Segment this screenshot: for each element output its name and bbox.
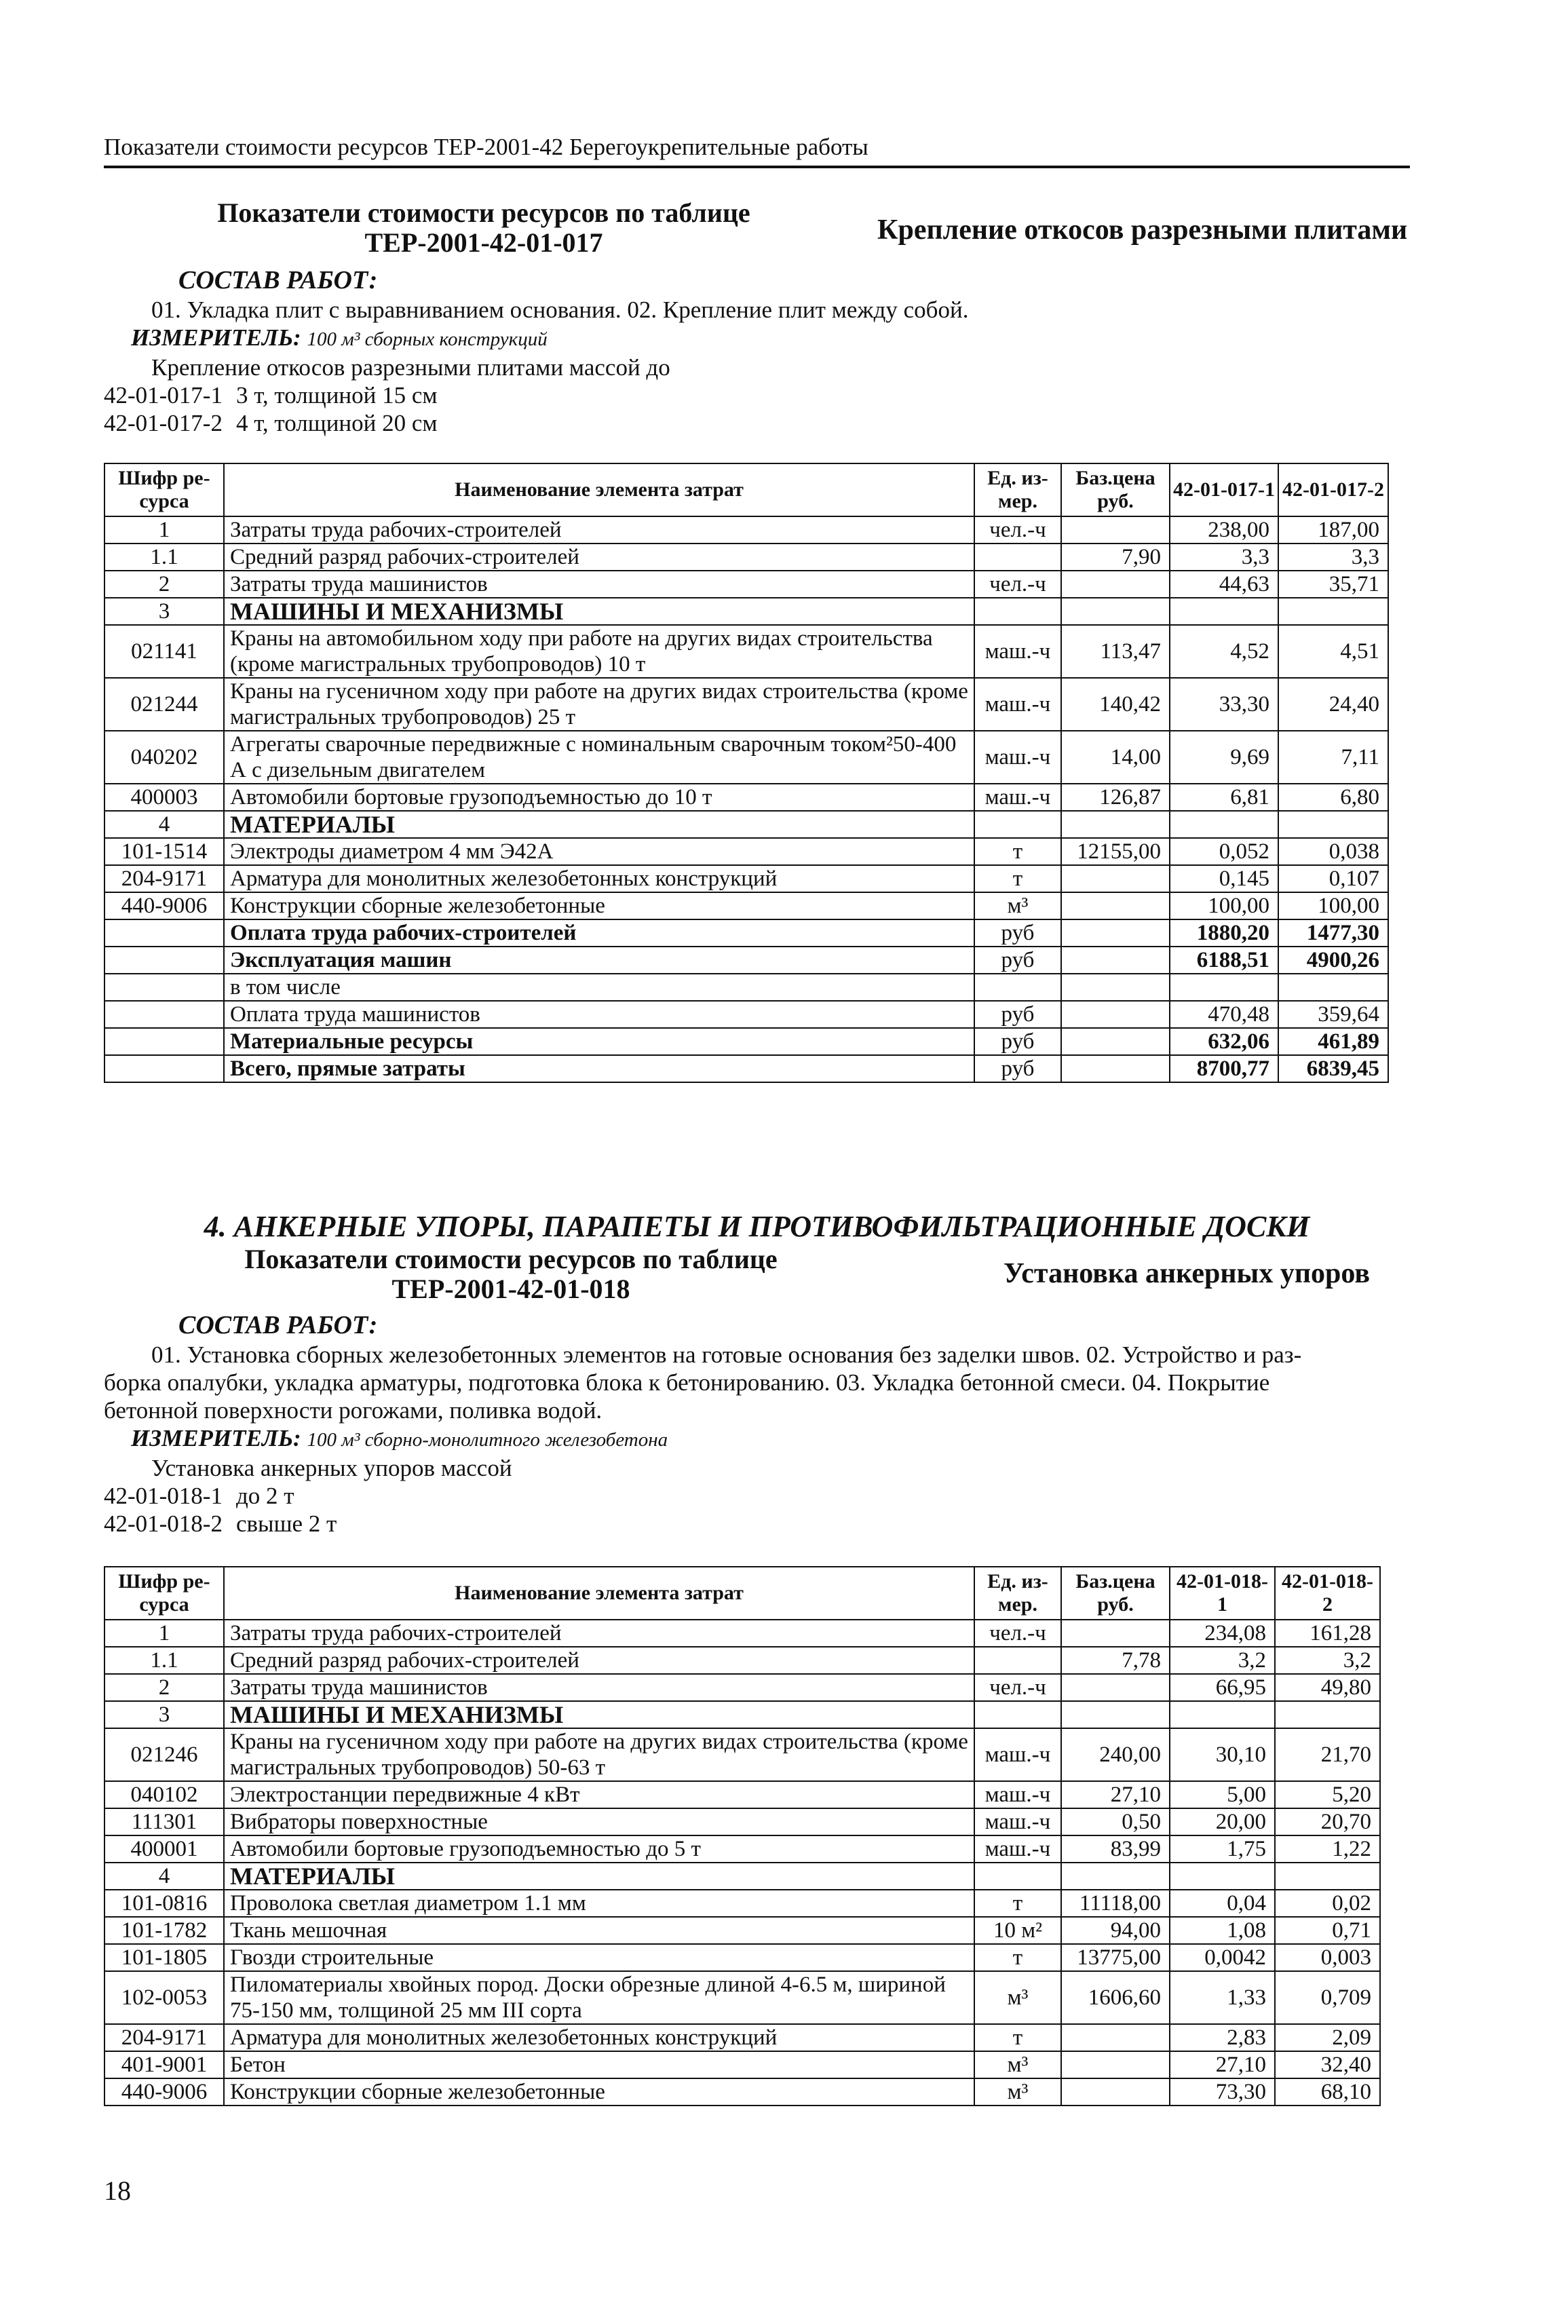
- cell-value-1: 4,52: [1170, 625, 1278, 678]
- cell-unit: т: [974, 865, 1061, 892]
- col-name-header: Наименование элемента затрат: [224, 1567, 974, 1620]
- cell-name: Эксплуатация машин: [224, 947, 974, 974]
- cell-code: 401-9001: [104, 2051, 224, 2078]
- cell-name: Затраты труда рабочих-строителей: [224, 1620, 974, 1647]
- cell-name: Автомобили бортовые грузоподъемностью до 5 т: [224, 1835, 974, 1863]
- cell-unit: маш.-ч: [974, 1835, 1061, 1863]
- cell-base-price: 12155,00: [1061, 838, 1170, 865]
- cell-base-price: [1061, 2024, 1170, 2051]
- table-row: [104, 1863, 1380, 1890]
- cell-name: Краны на гусеничном ходу при работе на других видах строительства (кроме магистральных трубопроводов) 25 т: [224, 678, 974, 731]
- cell-unit: [974, 598, 1061, 625]
- cell-value-2: 0,71: [1275, 1917, 1380, 1944]
- col-price-header: Баз.цена руб.: [1061, 1567, 1170, 1620]
- cell-code: 400003: [104, 784, 224, 811]
- cell-unit: чел.-ч: [974, 571, 1061, 598]
- cell-base-price: [1061, 919, 1170, 947]
- cell-value-2: 2,09: [1275, 2024, 1380, 2051]
- composition-line: бетонной поверхности рогожами, поливка водой.: [104, 1397, 603, 1424]
- cell-code: 3: [104, 598, 224, 625]
- cell-name: Конструкции сборные железобетонные: [224, 892, 974, 919]
- cell-name: в том числе: [224, 974, 974, 1001]
- table-row: [104, 1917, 1380, 1944]
- cell-code: [104, 1028, 224, 1055]
- cell-unit: м³: [974, 1971, 1061, 2024]
- table-row: [104, 811, 1388, 838]
- table1-measurer-value: 100 м³ сборных конструкций: [307, 328, 548, 350]
- cell-unit: чел.-ч: [974, 1674, 1061, 1701]
- cell-base-price: 11118,00: [1061, 1890, 1170, 1917]
- cell-base-price: [1061, 892, 1170, 919]
- cell-value-1: 33,30: [1170, 678, 1278, 731]
- cell-value-2: 0,02: [1275, 1890, 1380, 1917]
- cell-value-1: 73,30: [1170, 2078, 1275, 2106]
- table1-composition-label: СОСТАВ РАБОТ:: [178, 266, 378, 294]
- cell-value-2: 1,22: [1275, 1835, 1380, 1863]
- table2-header-row: [104, 1567, 1380, 1620]
- cell-value-2: 0,038: [1278, 838, 1388, 865]
- table1-code: 42-01-017-1: [104, 382, 223, 408]
- cell-code: 400001: [104, 1835, 224, 1863]
- cell-name: МАТЕРИАЛЫ: [224, 811, 974, 838]
- cell-value-1: 1,08: [1170, 1917, 1275, 1944]
- table-row: [104, 731, 1388, 784]
- cell-value-1: 238,00: [1170, 516, 1278, 544]
- cell-code: [104, 947, 224, 974]
- cell-value-1: 27,10: [1170, 2051, 1275, 2078]
- cell-name: Проволока светлая диаметром 1.1 мм: [224, 1890, 974, 1917]
- cell-value-2: 7,11: [1278, 731, 1388, 784]
- cell-base-price: [1061, 1620, 1170, 1647]
- table2-description: [104, 1310, 1393, 1538]
- cell-base-price: 13775,00: [1061, 1944, 1170, 1971]
- cell-base-price: 240,00: [1061, 1728, 1170, 1781]
- cell-name: МАШИНЫ И МЕХАНИЗМЫ: [224, 1701, 974, 1728]
- table-row: [104, 1028, 1388, 1055]
- table1-code-row: [104, 409, 1393, 437]
- cell-unit: руб: [974, 1028, 1061, 1055]
- cell-code: 040202: [104, 731, 224, 784]
- col-v2-header: 42-01-017-2: [1278, 463, 1388, 516]
- cell-name: Затраты труда рабочих-строителей: [224, 516, 974, 544]
- cell-base-price: [1061, 2051, 1170, 2078]
- cell-value-2: 1477,30: [1278, 919, 1388, 947]
- table2-caption: Установка анкерных упоров массой: [151, 1455, 512, 1481]
- cell-value-1: 234,08: [1170, 1620, 1275, 1647]
- table1-measurer: [131, 324, 1393, 354]
- cell-name: Электростанции передвижные 4 кВт: [224, 1781, 974, 1808]
- table-row: [104, 598, 1388, 625]
- table1-title-line1: Показатели стоимости ресурсов по таблице: [217, 197, 750, 228]
- cell-base-price: 7,78: [1061, 1647, 1170, 1674]
- cell-value-2: 4,51: [1278, 625, 1388, 678]
- table-row: [104, 1728, 1380, 1781]
- cell-value-2: [1278, 974, 1388, 1001]
- cell-unit: маш.-ч: [974, 731, 1061, 784]
- table1-code-row: [104, 381, 1393, 409]
- cell-value-2: 32,40: [1275, 2051, 1380, 2078]
- table-row: [104, 1808, 1380, 1835]
- cell-code: 1.1: [104, 1647, 224, 1674]
- cell-code: 1: [104, 516, 224, 544]
- cell-base-price: [1061, 571, 1170, 598]
- cell-name: Краны на гусеничном ходу при работе на других видах строительства (кроме магистральных трубопроводов) 50-63 т: [224, 1728, 974, 1781]
- table-row: [104, 678, 1388, 731]
- cell-value-2: 359,64: [1278, 1001, 1388, 1028]
- col-unit-header: Ед. из-мер.: [974, 1567, 1061, 1620]
- cell-unit: чел.-ч: [974, 516, 1061, 544]
- cell-value-2: [1278, 598, 1388, 625]
- cell-name: Средний разряд рабочих-строителей: [224, 544, 974, 571]
- cell-base-price: 7,90: [1061, 544, 1170, 571]
- cell-value-2: 21,70: [1275, 1728, 1380, 1781]
- cell-code: 040102: [104, 1781, 224, 1808]
- cell-base-price: [1061, 947, 1170, 974]
- table-row: [104, 974, 1388, 1001]
- cell-name: Автомобили бортовые грузоподъемностью до 10 т: [224, 784, 974, 811]
- cell-code: 102-0053: [104, 1971, 224, 2024]
- section-heading: 4. АНКЕРНЫЕ УПОРЫ, ПАРАПЕТЫ И ПРОТИВОФИЛЬТРАЦИОННЫЕ ДОСКИ: [204, 1210, 1310, 1243]
- table-row: [104, 1647, 1380, 1674]
- table-row: [104, 1001, 1388, 1028]
- cell-value-1: 8700,77: [1170, 1055, 1278, 1082]
- table-row: [104, 544, 1388, 571]
- table-row: [104, 1701, 1380, 1728]
- table1-body: [104, 516, 1388, 1082]
- table1-name: Крепление откосов разрезными плитами: [877, 214, 1408, 246]
- col-code-header: Шифр ре-сурса: [104, 1567, 224, 1620]
- cell-unit: т: [974, 2024, 1061, 2051]
- table-row: [104, 1620, 1380, 1647]
- table-row: [104, 1835, 1380, 1863]
- cell-unit: маш.-ч: [974, 1808, 1061, 1835]
- cell-base-price: [1061, 865, 1170, 892]
- cell-unit: маш.-ч: [974, 784, 1061, 811]
- cell-base-price: 113,47: [1061, 625, 1170, 678]
- cell-unit: маш.-ч: [974, 678, 1061, 731]
- cell-value-1: 1,33: [1170, 1971, 1275, 2024]
- table-row: [104, 838, 1388, 865]
- cell-value-1: 2,83: [1170, 2024, 1275, 2051]
- table-row: [104, 865, 1388, 892]
- table-row: [104, 919, 1388, 947]
- cell-unit: руб: [974, 919, 1061, 947]
- cell-value-1: 20,00: [1170, 1808, 1275, 1835]
- cell-value-2: 68,10: [1275, 2078, 1380, 2106]
- cell-base-price: 83,99: [1061, 1835, 1170, 1863]
- cell-code: 4: [104, 1863, 224, 1890]
- table1-code: 42-01-017-2: [104, 410, 223, 436]
- cell-base-price: [1061, 1001, 1170, 1028]
- table2-heading: [104, 1244, 1410, 1312]
- cell-value-1: 632,06: [1170, 1028, 1278, 1055]
- cell-value-2: 187,00: [1278, 516, 1388, 544]
- table2-code-desc: свыше 2 т: [236, 1510, 337, 1537]
- table2-measurer: [131, 1424, 1393, 1454]
- cell-unit: м³: [974, 2078, 1061, 2106]
- cell-code: [104, 974, 224, 1001]
- cell-base-price: [1061, 516, 1170, 544]
- cell-value-2: 0,709: [1275, 1971, 1380, 2024]
- cell-base-price: 14,00: [1061, 731, 1170, 784]
- cell-value-1: 0,145: [1170, 865, 1278, 892]
- cell-value-1: 3,2: [1170, 1647, 1275, 1674]
- table2-code-row: [104, 1482, 1393, 1510]
- table-row: [104, 571, 1388, 598]
- cell-unit: м³: [974, 892, 1061, 919]
- cell-unit: м³: [974, 2051, 1061, 2078]
- cell-value-2: 24,40: [1278, 678, 1388, 731]
- cell-base-price: [1061, 1028, 1170, 1055]
- cell-name: Конструкции сборные железобетонные: [224, 2078, 974, 2106]
- cell-value-1: 66,95: [1170, 1674, 1275, 1701]
- cell-name: Краны на автомобильном ходу при работе на других видах строительства (кроме магистральных трубопроводов) 10 т: [224, 625, 974, 678]
- cell-value-2: 49,80: [1275, 1674, 1380, 1701]
- cell-value-2: 6,80: [1278, 784, 1388, 811]
- col-v1-header: 42-01-017-1: [1170, 463, 1278, 516]
- cell-name: Всего, прямые затраты: [224, 1055, 974, 1082]
- cell-unit: [974, 1701, 1061, 1728]
- table1-header-row: [104, 463, 1388, 516]
- cell-value-1: 3,3: [1170, 544, 1278, 571]
- table2-code-desc: до 2 т: [236, 1483, 294, 1509]
- cell-base-price: [1061, 1055, 1170, 1082]
- cell-base-price: [1061, 598, 1170, 625]
- table2-resource-table: [104, 1566, 1381, 2106]
- cell-unit: руб: [974, 1055, 1061, 1082]
- cell-value-2: 3,3: [1278, 544, 1388, 571]
- table2-title-line2: ТЕР-2001-42-01-018: [391, 1274, 630, 1304]
- cell-name: Гвозди строительные: [224, 1944, 974, 1971]
- cell-value-1: [1170, 1863, 1275, 1890]
- cell-unit: чел.-ч: [974, 1620, 1061, 1647]
- cell-value-1: [1170, 598, 1278, 625]
- cell-code: 101-0816: [104, 1890, 224, 1917]
- table1-heading: [104, 198, 1410, 266]
- cell-value-2: [1275, 1701, 1380, 1728]
- cell-value-1: 0,04: [1170, 1890, 1275, 1917]
- col-v1-header: 42-01-018-1: [1170, 1567, 1275, 1620]
- cell-base-price: 126,87: [1061, 784, 1170, 811]
- table1-caption: Крепление откосов разрезными плитами массой до: [151, 354, 670, 381]
- cell-value-1: 6,81: [1170, 784, 1278, 811]
- cell-value-1: 30,10: [1170, 1728, 1275, 1781]
- cell-base-price: [1061, 974, 1170, 1001]
- cell-value-1: 0,0042: [1170, 1944, 1275, 1971]
- cell-value-2: 461,89: [1278, 1028, 1388, 1055]
- cell-base-price: [1061, 1674, 1170, 1701]
- table2-measurer-value: 100 м³ сборно-монолитного железобетона: [307, 1429, 668, 1451]
- cell-value-1: 44,63: [1170, 571, 1278, 598]
- table-row: [104, 947, 1388, 974]
- cell-base-price: 27,10: [1061, 1781, 1170, 1808]
- table1-title: [185, 198, 782, 258]
- cell-code: 021246: [104, 1728, 224, 1781]
- table2-body: [104, 1620, 1380, 2106]
- col-unit-header: Ед. из-мер.: [974, 463, 1061, 516]
- table2-title: [199, 1244, 823, 1304]
- table2-code: 42-01-018-1: [104, 1483, 223, 1509]
- cell-name: Агрегаты сварочные передвижные с номинальным сварочным током²50-400 А с дизельным двигателем: [224, 731, 974, 784]
- cell-value-2: 161,28: [1275, 1620, 1380, 1647]
- cell-name: МАШИНЫ И МЕХАНИЗМЫ: [224, 598, 974, 625]
- table-row: [104, 1890, 1380, 1917]
- col-name-header: Наименование элемента затрат: [224, 463, 974, 516]
- cell-value-2: 0,107: [1278, 865, 1388, 892]
- table-row: [104, 625, 1388, 678]
- cell-unit: т: [974, 1944, 1061, 1971]
- cell-name: Вибраторы поверхностные: [224, 1808, 974, 1835]
- col-code-header: Шифр ре-сурса: [104, 463, 224, 516]
- running-header: Показатели стоимости ресурсов ТЕР-2001-42 Берегоукрепительные работы: [104, 133, 1410, 168]
- cell-code: 111301: [104, 1808, 224, 1835]
- cell-name: Затраты труда машинистов: [224, 1674, 974, 1701]
- table-row: [104, 1971, 1380, 2024]
- cell-code: [104, 1001, 224, 1028]
- table2-composition-text: [104, 1341, 1393, 1424]
- cell-value-2: 6839,45: [1278, 1055, 1388, 1082]
- table-row: [104, 1944, 1380, 1971]
- cell-value-1: 1880,20: [1170, 919, 1278, 947]
- cell-value-2: 0,003: [1275, 1944, 1380, 1971]
- cell-value-1: 100,00: [1170, 892, 1278, 919]
- table2-code: 42-01-018-2: [104, 1510, 223, 1537]
- table-row: [104, 784, 1388, 811]
- cell-name: Арматура для монолитных железобетонных конструкций: [224, 865, 974, 892]
- table-row: [104, 2024, 1380, 2051]
- table1-resource-table: [104, 463, 1389, 1083]
- cell-name: Средний разряд рабочих-строителей: [224, 1647, 974, 1674]
- cell-name: Оплата труда рабочих-строителей: [224, 919, 974, 947]
- table-row: [104, 892, 1388, 919]
- cell-code: 440-9006: [104, 2078, 224, 2106]
- table2-code-row: [104, 1510, 1393, 1538]
- cell-name: Арматура для монолитных железобетонных конструкций: [224, 2024, 974, 2051]
- cell-code: 204-9171: [104, 2024, 224, 2051]
- cell-code: 3: [104, 1701, 224, 1728]
- table2-measurer-label: ИЗМЕРИТЕЛЬ:: [131, 1425, 301, 1451]
- cell-code: 101-1514: [104, 838, 224, 865]
- table-row: [104, 1781, 1380, 1808]
- cell-base-price: [1061, 811, 1170, 838]
- table1-code-desc: 4 т, толщиной 20 см: [236, 410, 438, 436]
- composition-line: 01. Установка сборных железобетонных элементов на готовые основания без заделки швов. 02. Устройство и раз-: [151, 1341, 1302, 1368]
- cell-base-price: [1061, 1701, 1170, 1728]
- cell-value-2: 20,70: [1275, 1808, 1380, 1835]
- cell-code: 204-9171: [104, 865, 224, 892]
- cell-base-price: [1061, 1863, 1170, 1890]
- cell-value-1: [1170, 811, 1278, 838]
- cell-code: [104, 919, 224, 947]
- cell-unit: [974, 1647, 1061, 1674]
- table1-title-line2: ТЕР-2001-42-01-017: [364, 227, 603, 258]
- cell-value-1: [1170, 974, 1278, 1001]
- composition-line: борка опалубки, укладка арматуры, подготовка блока к бетонированию. 03. Укладка бетонной смеси. 04. Покрытие: [104, 1369, 1270, 1396]
- cell-value-1: 6188,51: [1170, 947, 1278, 974]
- cell-name: Материальные ресурсы: [224, 1028, 974, 1055]
- cell-code: 2: [104, 571, 224, 598]
- cell-value-1: 1,75: [1170, 1835, 1275, 1863]
- cell-unit: [974, 811, 1061, 838]
- cell-name: Ткань мешочная: [224, 1917, 974, 1944]
- table-row: [104, 1674, 1380, 1701]
- cell-name: МАТЕРИАЛЫ: [224, 1863, 974, 1890]
- cell-base-price: 1606,60: [1061, 1971, 1170, 2024]
- cell-value-2: 5,20: [1275, 1781, 1380, 1808]
- cell-name: Бетон: [224, 2051, 974, 2078]
- table1-description: [104, 265, 1393, 437]
- table-row: [104, 516, 1388, 544]
- page-number: 18: [104, 2175, 131, 2206]
- cell-unit: руб: [974, 1001, 1061, 1028]
- table2-name: Установка анкерных упоров: [1003, 1258, 1371, 1289]
- cell-code: 101-1805: [104, 1944, 224, 1971]
- cell-code: 440-9006: [104, 892, 224, 919]
- col-v2-header: 42-01-018-2: [1275, 1567, 1380, 1620]
- cell-unit: [974, 1863, 1061, 1890]
- cell-unit: 10 м²: [974, 1917, 1061, 1944]
- cell-name: Оплата труда машинистов: [224, 1001, 974, 1028]
- cell-value-1: [1170, 1701, 1275, 1728]
- cell-unit: т: [974, 838, 1061, 865]
- cell-base-price: 0,50: [1061, 1808, 1170, 1835]
- cell-code: 4: [104, 811, 224, 838]
- cell-value-2: [1275, 1863, 1380, 1890]
- cell-name: Затраты труда машинистов: [224, 571, 974, 598]
- table2-composition-label: СОСТАВ РАБОТ:: [178, 1311, 378, 1339]
- cell-name: Пиломатериалы хвойных пород. Доски обрезные длиной 4-6.5 м, шириной 75-150 мм, толщиной 25 мм III сорта: [224, 1971, 974, 2024]
- cell-unit: [974, 544, 1061, 571]
- cell-value-2: 4900,26: [1278, 947, 1388, 974]
- cell-code: 021141: [104, 625, 224, 678]
- cell-base-price: 94,00: [1061, 1917, 1170, 1944]
- cell-code: 1.1: [104, 544, 224, 571]
- cell-value-2: 3,2: [1275, 1647, 1380, 1674]
- table1-code-desc: 3 т, толщиной 15 см: [236, 382, 438, 408]
- table1-composition-text: 01. Укладка плит с выравниванием основания. 02. Крепление плит между собой.: [151, 297, 969, 323]
- cell-value-1: 470,48: [1170, 1001, 1278, 1028]
- cell-code: 1: [104, 1620, 224, 1647]
- cell-value-2: 35,71: [1278, 571, 1388, 598]
- cell-unit: маш.-ч: [974, 1728, 1061, 1781]
- cell-unit: [974, 974, 1061, 1001]
- cell-unit: т: [974, 1890, 1061, 1917]
- cell-base-price: [1061, 2078, 1170, 2106]
- cell-value-2: 100,00: [1278, 892, 1388, 919]
- table-row: [104, 2078, 1380, 2106]
- cell-code: 101-1782: [104, 1917, 224, 1944]
- cell-unit: маш.-ч: [974, 1781, 1061, 1808]
- cell-value-2: [1278, 811, 1388, 838]
- cell-unit: руб: [974, 947, 1061, 974]
- cell-code: [104, 1055, 224, 1082]
- cell-code: 021244: [104, 678, 224, 731]
- cell-value-1: 9,69: [1170, 731, 1278, 784]
- table-row: [104, 2051, 1380, 2078]
- cell-code: 2: [104, 1674, 224, 1701]
- table1-measurer-label: ИЗМЕРИТЕЛЬ:: [131, 324, 301, 351]
- col-price-header: Баз.цена руб.: [1061, 463, 1170, 516]
- cell-name: Электроды диаметром 4 мм Э42А: [224, 838, 974, 865]
- cell-value-1: 0,052: [1170, 838, 1278, 865]
- cell-unit: маш.-ч: [974, 625, 1061, 678]
- cell-value-1: 5,00: [1170, 1781, 1275, 1808]
- cell-base-price: 140,42: [1061, 678, 1170, 731]
- table-row: [104, 1055, 1388, 1082]
- table2-title-line1: Показатели стоимости ресурсов по таблице: [244, 1244, 778, 1274]
